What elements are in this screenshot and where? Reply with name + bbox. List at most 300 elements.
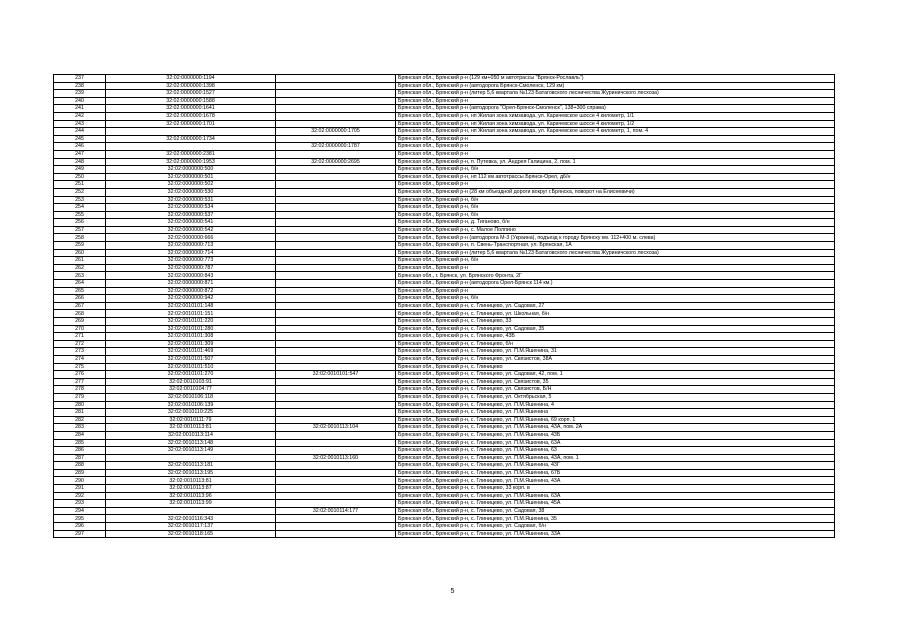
premises-cadastral-number-cell [276, 90, 396, 98]
address-cell: Брянская обл., Брянский р-н, с. Глиницево, ул. Связистов, Б/Н [396, 386, 835, 394]
address-cell: Брянская обл., Брянский р-н, с. Глиницево, ул. Школьная, б/н [396, 310, 835, 318]
table-row [54, 158, 835, 166]
table-row [54, 204, 835, 212]
premises-cadastral-number-cell [276, 409, 396, 417]
table-row [54, 287, 835, 295]
table-row [54, 249, 835, 257]
row-number-cell: 244 [54, 128, 106, 136]
cadastral-number-cell: 32:02:0010106:118 [106, 393, 276, 401]
table-row [54, 105, 835, 113]
premises-cadastral-number-cell [276, 439, 396, 447]
row-number-cell: 279 [54, 393, 106, 401]
address-cell: Брянская обл., Брянский р-н (129 км+050 м автотрассы "Брянск-Рославль") [396, 75, 835, 83]
cadastral-number-cell [106, 507, 276, 515]
row-number-cell: 237 [54, 75, 106, 83]
table-row [54, 219, 835, 227]
address-cell: Брянская обл., Брянский р-н [396, 181, 835, 189]
table-row [54, 439, 835, 447]
address-cell: Брянская обл., Брянский р-н (автодорога Брянск-Смоленск, 129 км) [396, 82, 835, 90]
cadastral-number-cell: 32:02:0010101:280 [106, 325, 276, 333]
table-row [54, 318, 835, 326]
cadastral-number-cell: 32:02:0010117:137 [106, 523, 276, 531]
table-row [54, 485, 835, 493]
cadastral-number-cell: 32:02:0000000:1527 [106, 90, 276, 98]
row-number-cell: 272 [54, 340, 106, 348]
row-number-cell: 239 [54, 90, 106, 98]
table-row [54, 363, 835, 371]
row-number-cell: 241 [54, 105, 106, 113]
table-row [54, 447, 835, 455]
cadastral-number-cell: 32:02:0000000:1701 [106, 120, 276, 128]
table-row [54, 325, 835, 333]
cadastral-number-cell: 32:02:0010113:181 [106, 462, 276, 470]
row-number-cell: 267 [54, 302, 106, 310]
address-cell: Брянская обл., Брянский р-н, с. Глиницево, б/н [396, 340, 835, 348]
premises-cadastral-number-cell: 32:02:0000000:2695 [276, 158, 396, 166]
table-row [54, 530, 835, 538]
table-row [54, 135, 835, 143]
cadastral-number-cell: 32:02:0010113:149 [106, 447, 276, 455]
page-number: 5 [450, 588, 455, 595]
premises-cadastral-number-cell [276, 363, 396, 371]
cadastral-number-cell: 32:02:0010113:81 [106, 477, 276, 485]
table-row [54, 378, 835, 386]
premises-cadastral-number-cell: 32:02:0010114:177 [276, 507, 396, 515]
row-number-cell: 251 [54, 181, 106, 189]
premises-cadastral-number-cell: 32:02:0010113:104 [276, 424, 396, 432]
row-number-cell: 265 [54, 287, 106, 295]
table-row [54, 333, 835, 341]
premises-cadastral-number-cell [276, 97, 396, 105]
address-cell: Брянская обл., г. Брянск, ул. Брянского Фронта, 2Г [396, 272, 835, 280]
address-cell: Брянская обл., Брянский р-н, с. Глиницево, ул. П.М.Яшенина, 43Г [396, 462, 835, 470]
address-cell: Брянская обл., Брянский р-н, с. Глиницево, ул. П.М.Яшенина, 63А [396, 439, 835, 447]
cadastral-number-cell: 32:02:0010111:79 [106, 416, 276, 424]
premises-cadastral-number-cell [276, 234, 396, 242]
address-cell: Брянская обл., Брянский р-н, нп 112 км автотрассы Брянск-Орел, д6/н [396, 173, 835, 181]
premises-cadastral-number-cell: 32:02:0000000:1705 [276, 128, 396, 136]
cadastral-number-cell: 32:02:0000000:1953 [106, 158, 276, 166]
row-number-cell: 254 [54, 204, 106, 212]
premises-cadastral-number-cell: 32:02:0010101:547 [276, 371, 396, 379]
cadastral-number-cell [106, 454, 276, 462]
address-cell: Брянская обл., Брянский р-н, с. Глиницево, ул. П.М.Яшенина, 31 [396, 348, 835, 356]
table-row [54, 409, 835, 417]
table-row [54, 226, 835, 234]
cadastral-number-cell: 32:02:0000000:843 [106, 272, 276, 280]
premises-cadastral-number-cell [276, 340, 396, 348]
cadastral-number-cell: 32:02:0010113:148 [106, 439, 276, 447]
premises-cadastral-number-cell [276, 469, 396, 477]
cadastral-number-cell: 32:02:0000000:1194 [106, 75, 276, 83]
table-row [54, 386, 835, 394]
row-number-cell: 243 [54, 120, 106, 128]
cadastral-number-cell: 32:02:0000000:714 [106, 249, 276, 257]
table-row [54, 401, 835, 409]
premises-cadastral-number-cell [276, 378, 396, 386]
row-number-cell: 266 [54, 295, 106, 303]
table-row [54, 371, 835, 379]
table-row [54, 188, 835, 196]
row-number-cell: 291 [54, 485, 106, 493]
address-cell: Брянская обл., Брянский р-н [396, 135, 835, 143]
row-number-cell: 253 [54, 196, 106, 204]
table-row [54, 462, 835, 470]
table-row [54, 477, 835, 485]
table-row [54, 143, 835, 151]
address-cell: Брянская обл., Брянский р-н, с. Глиницево, ул. П.М.Яшенина, 43Б [396, 431, 835, 439]
premises-cadastral-number-cell [276, 462, 396, 470]
row-number-cell: 273 [54, 348, 106, 356]
table-row [54, 257, 835, 265]
cadastral-number-cell: 32:02:0010113:81 [106, 424, 276, 432]
cadastral-number-cell: 32:02:0010101:220 [106, 318, 276, 326]
address-cell: Брянская обл., Брянский р-н, с. Глиницево, ул. П.М.Яшенина, 67Б [396, 469, 835, 477]
table-row [54, 75, 835, 83]
address-cell: Брянская обл., Брянский р-н [396, 150, 835, 158]
address-cell: Брянская обл., Брянский р-н [396, 143, 835, 151]
cadastral-number-cell: 32:02:0000000:871 [106, 280, 276, 288]
address-cell: Брянская обл., Брянский р-н, с. Глиницево, ул. Садовая, б/н [396, 523, 835, 531]
cadastral-number-cell: 32:02:0010110:225 [106, 409, 276, 417]
cadastral-number-cell: 32:02:0000000:773 [106, 257, 276, 265]
table-row [54, 97, 835, 105]
address-cell: Брянская обл., Брянский р-н, с. Глиницево, 33 [396, 318, 835, 326]
premises-cadastral-number-cell [276, 355, 396, 363]
premises-cadastral-number-cell [276, 173, 396, 181]
cadastral-number-cell: 32:02:0010101:469 [106, 348, 276, 356]
row-number-cell: 283 [54, 424, 106, 432]
premises-cadastral-number-cell [276, 150, 396, 158]
cadastral-number-cell: 32:02:0010101:151 [106, 310, 276, 318]
address-cell: Брянская обл., Брянский р-н (автодорога "Орел-Брянск-Смоленск", 138+300 справа) [396, 105, 835, 113]
row-number-cell: 277 [54, 378, 106, 386]
address-cell: Брянская обл., Брянский р-н (литер 5,6 квартала №123 Батаговского лесничества Журиничского лесхоза) [396, 90, 835, 98]
row-number-cell: 293 [54, 500, 106, 508]
premises-cadastral-number-cell: 32:02:0000000:1787 [276, 143, 396, 151]
table-row [54, 492, 835, 500]
table-row [54, 264, 835, 272]
table-row [54, 234, 835, 242]
table-row [54, 515, 835, 523]
row-number-cell: 258 [54, 234, 106, 242]
premises-cadastral-number-cell [276, 386, 396, 394]
cadastral-number-cell: 32:02:0010113:87 [106, 485, 276, 493]
address-cell: Брянская обл., Брянский р-н, нп Жилая зона химзавода, ул. Карачевское шоссе 4 километр, 1, пом. 4 [396, 128, 835, 136]
row-number-cell: 242 [54, 112, 106, 120]
premises-cadastral-number-cell [276, 492, 396, 500]
table-row [54, 310, 835, 318]
address-cell: Брянская обл., Брянский р-н, с. Глиницево, ул. П.М.Яшенина, 4 [396, 401, 835, 409]
cadastral-number-cell: 32:02:0010104:77 [106, 386, 276, 394]
cadastral-number-cell: 32:02:0000000:500 [106, 166, 276, 174]
premises-cadastral-number-cell [276, 166, 396, 174]
premises-cadastral-number-cell [276, 287, 396, 295]
address-cell: Брянская обл., Брянский р-н, с. Глиницево, ул. П.М.Яшенина, 33А [396, 530, 835, 538]
row-number-cell: 295 [54, 515, 106, 523]
cadastral-number-cell [106, 143, 276, 151]
premises-cadastral-number-cell [276, 242, 396, 250]
premises-cadastral-number-cell [276, 485, 396, 493]
row-number-cell: 264 [54, 280, 106, 288]
address-cell: Брянская обл., Брянский р-н, п. Путевка, ул. Андрея Галицина, 2, пом. 1 [396, 158, 835, 166]
premises-cadastral-number-cell [276, 515, 396, 523]
table-row [54, 181, 835, 189]
premises-cadastral-number-cell [276, 219, 396, 227]
address-cell: Брянская обл., Брянский р-н, с. Глиницево, ул. П.М.Яшенина, 69 корп. 1 [396, 416, 835, 424]
row-number-cell: 275 [54, 363, 106, 371]
cadastral-number-cell: 32:02:0000000:666 [106, 234, 276, 242]
address-cell: Брянская обл., Брянский р-н, с. Глиницево, ул. Садовая, 35 [396, 325, 835, 333]
cadastral-number-cell: 32:02:0000000:1588 [106, 97, 276, 105]
cadastral-register-table [53, 74, 835, 538]
cadastral-number-cell: 32:02:0010101:510 [106, 363, 276, 371]
table-row [54, 166, 835, 174]
premises-cadastral-number-cell [276, 302, 396, 310]
address-cell: Брянская обл., Брянский р-н, с. Глиницево, ул. П.М.Яшенина [396, 409, 835, 417]
cadastral-number-cell: 32:02:0000000:502 [106, 181, 276, 189]
premises-cadastral-number-cell [276, 82, 396, 90]
premises-cadastral-number-cell [276, 500, 396, 508]
cadastral-number-cell [106, 128, 276, 136]
table-row [54, 302, 835, 310]
row-number-cell: 256 [54, 219, 106, 227]
address-cell: Брянская обл., Брянский р-н, с. Глиницево, ул. П.М.Яшенина, 63А [396, 492, 835, 500]
row-number-cell: 288 [54, 462, 106, 470]
table-row [54, 523, 835, 531]
cadastral-number-cell: 32:02:0000000:534 [106, 204, 276, 212]
row-number-cell: 257 [54, 226, 106, 234]
table-row [54, 242, 835, 250]
premises-cadastral-number-cell [276, 188, 396, 196]
address-cell: Брянская обл., Брянский р-н, п. Свень-Транспортная, ул. Брянская, 1А [396, 242, 835, 250]
cadastral-number-cell: 32:02:0000000:542 [106, 226, 276, 234]
table-row [54, 424, 835, 432]
address-cell: Брянская обл., Брянский р-н (28 км объездной дороги вокруг г.Брянска, поворот на Елисеевичи) [396, 188, 835, 196]
row-number-cell: 281 [54, 409, 106, 417]
premises-cadastral-number-cell [276, 272, 396, 280]
table-row [54, 454, 835, 462]
address-cell: Брянская обл., Брянский р-н, б/н [396, 295, 835, 303]
row-number-cell: 285 [54, 439, 106, 447]
table-row [54, 150, 835, 158]
row-number-cell: 296 [54, 523, 106, 531]
premises-cadastral-number-cell [276, 333, 396, 341]
row-number-cell: 287 [54, 454, 106, 462]
cadastral-number-cell: 32:02:0010101:507 [106, 355, 276, 363]
table-row [54, 280, 835, 288]
table-row [54, 82, 835, 90]
table-row [54, 355, 835, 363]
address-cell: Брянская обл., Брянский р-н, с. Глиницево, ул. Связистов, 38А [396, 355, 835, 363]
cadastral-number-cell: 32:02:0010113:114 [106, 431, 276, 439]
address-cell: Брянская обл., Брянский р-н [396, 97, 835, 105]
cadastral-number-cell: 32:02:0000000:787 [106, 264, 276, 272]
premises-cadastral-number-cell [276, 447, 396, 455]
row-number-cell: 262 [54, 264, 106, 272]
address-cell: Брянская обл., Брянский р-н, с. Глиницево, ул. Садовая, 42, пом. 1 [396, 371, 835, 379]
address-cell: Брянская обл., Брянский р-н, д. Тиганово, б/н [396, 219, 835, 227]
premises-cadastral-number-cell [276, 196, 396, 204]
premises-cadastral-number-cell [276, 105, 396, 113]
cadastral-number-cell: 32:02:0000000:2381 [106, 150, 276, 158]
cadastral-number-cell: 32:02:0000000:501 [106, 173, 276, 181]
premises-cadastral-number-cell [276, 226, 396, 234]
row-number-cell: 250 [54, 173, 106, 181]
premises-cadastral-number-cell [276, 530, 396, 538]
cadastral-number-cell: 32:02:0010113:96 [106, 492, 276, 500]
table-row [54, 173, 835, 181]
table-row [54, 348, 835, 356]
premises-cadastral-number-cell [276, 416, 396, 424]
address-cell: Брянская обл., Брянский р-н, с. Глиницево, ул. П.М.Яшенина, 43А, пом. 1 [396, 454, 835, 462]
premises-cadastral-number-cell [276, 120, 396, 128]
table-row [54, 416, 835, 424]
row-number-cell: 263 [54, 272, 106, 280]
address-cell: Брянская обл., Брянский р-н, б/н [396, 166, 835, 174]
address-cell: Брянская обл., Брянский р-н, с. Глиницево, ул. П.М.Яшенина, 63 [396, 447, 835, 455]
table-row [54, 500, 835, 508]
table-row [54, 196, 835, 204]
cadastral-number-cell: 32:02:0000000:713 [106, 242, 276, 250]
row-number-cell: 261 [54, 257, 106, 265]
address-cell: Брянская обл., Брянский р-н, с. Глиницево [396, 363, 835, 371]
address-cell: Брянская обл., Брянский р-н, с. Глиницево, 33 корп. в [396, 485, 835, 493]
table-row [54, 272, 835, 280]
premises-cadastral-number-cell [276, 211, 396, 219]
cadastral-number-cell: 32:02:0000000:942 [106, 295, 276, 303]
row-number-cell: 282 [54, 416, 106, 424]
row-number-cell: 238 [54, 82, 106, 90]
address-cell: Брянская обл., Брянский р-н, с. Глиницево, 43Б [396, 333, 835, 341]
address-cell: Брянская обл., Брянский р-н, с. Глиницево, ул. П.М.Яшенина, 43А, пом. 2А [396, 424, 835, 432]
address-cell: Брянская обл., Брянский р-н (автодорога М-3 (Украина), подъезд к городу Брянску км. 112+400 м. слева) [396, 234, 835, 242]
address-cell: Брянская обл., Брянский р-н [396, 264, 835, 272]
row-number-cell: 274 [54, 355, 106, 363]
row-number-cell: 268 [54, 310, 106, 318]
address-cell: Брянская обл., Брянский р-н, нп Жилая зона химзавода, ул. Карачевское шоссе 4 километр, 1/2 [396, 120, 835, 128]
premises-cadastral-number-cell [276, 280, 396, 288]
address-cell: Брянская обл., Брянский р-н, с. Глиницево, ул. Связистов, 35 [396, 378, 835, 386]
premises-cadastral-number-cell [276, 181, 396, 189]
table-row [54, 112, 835, 120]
cadastral-number-cell: 32:02:0010103:91 [106, 378, 276, 386]
row-number-cell: 240 [54, 97, 106, 105]
table-row [54, 211, 835, 219]
cadastral-number-cell: 32:02:0000000:1734 [106, 135, 276, 143]
premises-cadastral-number-cell [276, 318, 396, 326]
row-number-cell: 286 [54, 447, 106, 455]
row-number-cell: 269 [54, 318, 106, 326]
premises-cadastral-number-cell [276, 348, 396, 356]
premises-cadastral-number-cell [276, 523, 396, 531]
premises-cadastral-number-cell [276, 135, 396, 143]
address-cell: Брянская обл., Брянский р-н [396, 287, 835, 295]
row-number-cell: 271 [54, 333, 106, 341]
row-number-cell: 246 [54, 143, 106, 151]
row-number-cell: 259 [54, 242, 106, 250]
premises-cadastral-number-cell [276, 295, 396, 303]
row-number-cell: 276 [54, 371, 106, 379]
row-number-cell: 292 [54, 492, 106, 500]
cadastral-number-cell: 32:02:0000000:541 [106, 219, 276, 227]
table-row [54, 340, 835, 348]
cadastral-number-cell: 32:02:0010116:343 [106, 515, 276, 523]
row-number-cell: 260 [54, 249, 106, 257]
cadastral-number-cell: 32:02:0010113:99 [106, 500, 276, 508]
cadastral-number-cell: 32:02:0000000:530 [106, 188, 276, 196]
premises-cadastral-number-cell: 32:02:0010113:160 [276, 454, 396, 462]
cadastral-number-cell: 32:02:0000000:1641 [106, 105, 276, 113]
row-number-cell: 245 [54, 135, 106, 143]
row-number-cell: 284 [54, 431, 106, 439]
row-number-cell: 252 [54, 188, 106, 196]
premises-cadastral-number-cell [276, 401, 396, 409]
cadastral-number-cell: 32:02:0010101:309 [106, 340, 276, 348]
row-number-cell: 278 [54, 386, 106, 394]
table-row [54, 120, 835, 128]
premises-cadastral-number-cell [276, 477, 396, 485]
address-cell: Брянская обл., Брянский р-н (литер 5,6 квартала №123 Батаговского лесничества Журиничского лесхоза) [396, 249, 835, 257]
row-number-cell: 280 [54, 401, 106, 409]
address-cell: Брянская обл., Брянский р-н, с. Глиницево, ул. Садовая, 38 [396, 507, 835, 515]
table-row [54, 393, 835, 401]
address-cell: Брянская обл., Брянский р-н, нп Жилая зона химзавода, ул. Карачевское шоссе 4 километр, 1/1 [396, 112, 835, 120]
cadastral-number-cell: 32:02:0010101:148 [106, 302, 276, 310]
address-cell: Брянская обл., Брянский р-н, с. Глиницево, ул. Садовая, 27 [396, 302, 835, 310]
premises-cadastral-number-cell [276, 249, 396, 257]
row-number-cell: 297 [54, 530, 106, 538]
premises-cadastral-number-cell [276, 431, 396, 439]
cadastral-number-cell: 32:02:0000000:872 [106, 287, 276, 295]
cadastral-number-cell: 32:02:0010106:139 [106, 401, 276, 409]
row-number-cell: 270 [54, 325, 106, 333]
cadastral-number-cell: 32:02:0010113:195 [106, 469, 276, 477]
row-number-cell: 294 [54, 507, 106, 515]
cadastral-number-cell: 32:02:0010101:308 [106, 333, 276, 341]
cadastral-number-cell: 32:02:0000000:531 [106, 196, 276, 204]
premises-cadastral-number-cell [276, 393, 396, 401]
row-number-cell: 290 [54, 477, 106, 485]
row-number-cell: 249 [54, 166, 106, 174]
table-row [54, 431, 835, 439]
address-cell: Брянская обл., Брянский р-н, с. Малое Полпино [396, 226, 835, 234]
address-cell: Брянская обл., Брянский р-н, с. Глиницево, ул. П.М.Яшенина, 45А [396, 500, 835, 508]
premises-cadastral-number-cell [276, 204, 396, 212]
address-cell: Брянская обл., Брянский р-н, с. Глиницево, ул. П.М.Яшенина, 43А [396, 477, 835, 485]
address-cell: Брянская обл., Брянский р-н, б/н [396, 257, 835, 265]
table-row [54, 295, 835, 303]
table-row [54, 90, 835, 98]
address-cell: Брянская обл., Брянский р-н, с. Глиницево, ул. П.М.Яшенина, 35 [396, 515, 835, 523]
premises-cadastral-number-cell [276, 325, 396, 333]
row-number-cell: 248 [54, 158, 106, 166]
premises-cadastral-number-cell [276, 310, 396, 318]
premises-cadastral-number-cell [276, 264, 396, 272]
cadastral-number-cell: 32:02:0010118:165 [106, 530, 276, 538]
cadastral-number-cell: 32:02:0000000:1398 [106, 82, 276, 90]
address-cell: Брянская обл., Брянский р-н, б/н [396, 204, 835, 212]
table-row [54, 128, 835, 136]
row-number-cell: 255 [54, 211, 106, 219]
address-cell: Брянская обл., Брянский р-н, б/н [396, 211, 835, 219]
cadastral-number-cell: 32:02:0000000:1678 [106, 112, 276, 120]
address-cell: Брянская обл., Брянский р-н, с. Глиницево, ул. Октябрьская, 5 [396, 393, 835, 401]
address-cell: Брянская обл., Брянский р-н, б/н [396, 196, 835, 204]
row-number-cell: 289 [54, 469, 106, 477]
register-table-body [54, 75, 835, 538]
row-number-cell: 247 [54, 150, 106, 158]
